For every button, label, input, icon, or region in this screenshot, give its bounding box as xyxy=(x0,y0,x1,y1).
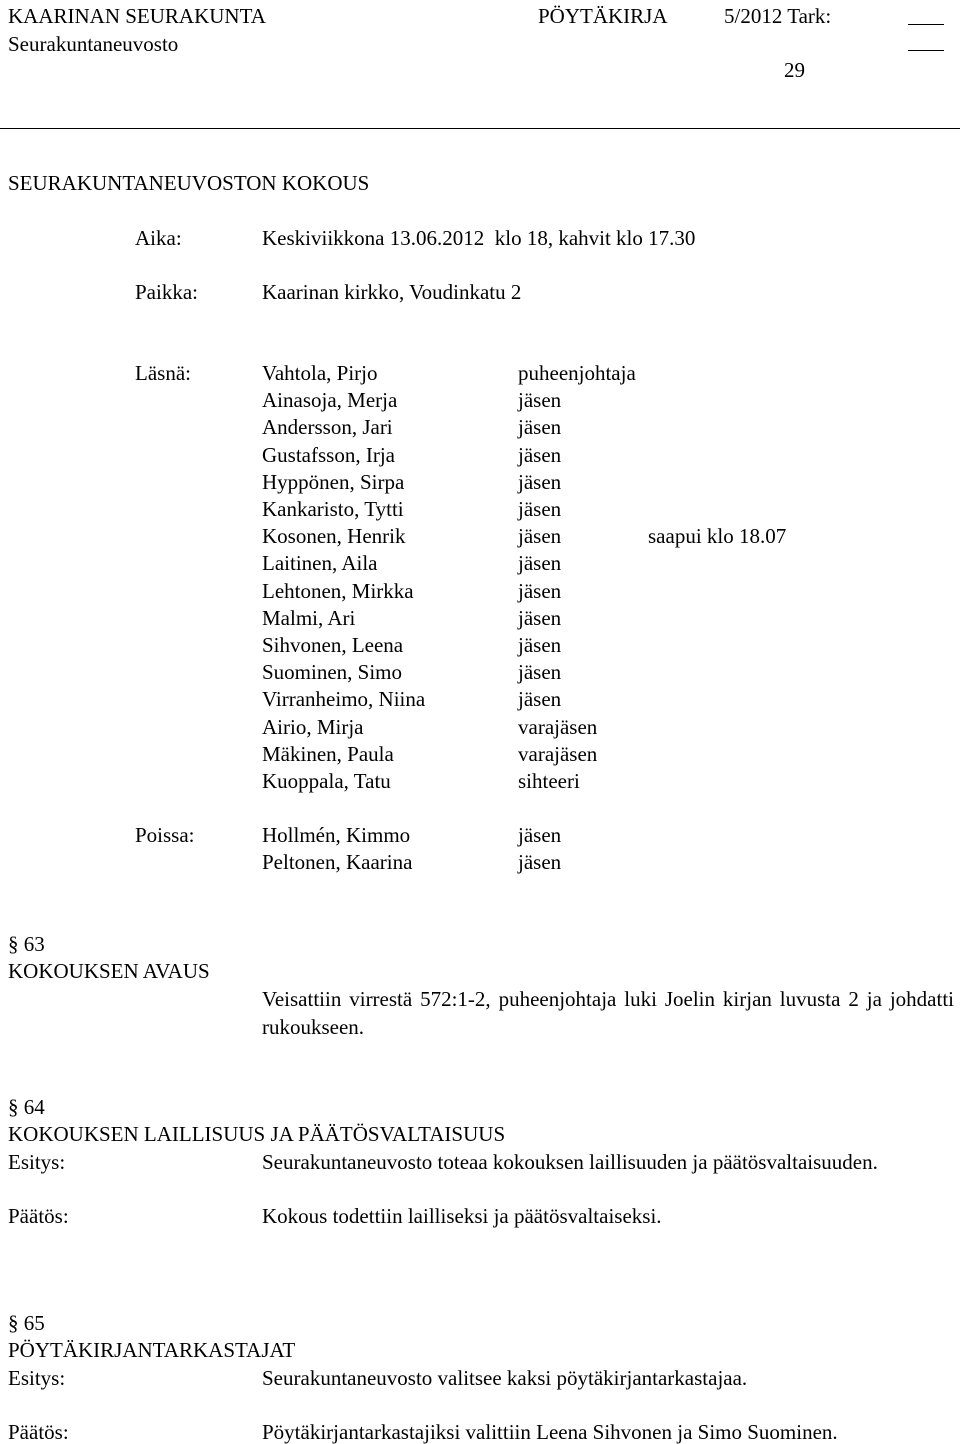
attendee-name: Mäkinen, Paula xyxy=(262,741,394,766)
attendee-role: jäsen xyxy=(518,687,562,712)
absent-label: Poissa: xyxy=(135,823,195,847)
attendee-name: Hyppönen, Sirpa xyxy=(262,469,405,494)
section-65-title: PÖYTÄKIRJANTARKASTAJAT xyxy=(8,1338,296,1362)
attendee-role: jäsen xyxy=(518,850,562,875)
section-64-decision: Kokous todettiin lailliseksi ja päätösvaltaiseksi. xyxy=(262,1204,662,1228)
attendee-role: puheenjohtaja xyxy=(518,361,636,385)
attendee-role: jäsen xyxy=(518,415,562,440)
attendee-name: Gustafsson, Irja xyxy=(262,442,395,467)
attendee-name: Malmi, Ari xyxy=(262,605,356,630)
attendee-name: Lehtonen, Mirkka xyxy=(262,578,414,603)
attendee-role: jäsen xyxy=(518,551,562,576)
attendee-name: Airio, Mirja xyxy=(262,714,364,739)
attendee-role: jäsen xyxy=(518,469,562,494)
section-63-number: § 63 xyxy=(8,932,45,956)
attendee-role: jäsen xyxy=(518,605,562,630)
place-value: Kaarinan kirkko, Voudinkatu 2 xyxy=(262,280,522,304)
attendee-name: Kosonen, Henrik xyxy=(262,524,406,549)
attendee-role: jäsen xyxy=(518,388,562,413)
attendee-name: Laitinen, Aila xyxy=(262,551,378,576)
document-type: PÖYTÄKIRJA xyxy=(538,4,668,28)
document-number: 5/2012 Tark: xyxy=(724,4,832,28)
attendee-role: jäsen xyxy=(518,497,562,521)
attendee-name: Virranheimo, Niina xyxy=(262,687,426,712)
time-value: Keskiviikkona 13.06.2012 klo 18, kahvit klo 17.30 xyxy=(262,226,696,250)
attendee-name: Andersson, Jari xyxy=(262,415,393,440)
section-65-number: § 65 xyxy=(8,1311,45,1335)
attendee-name: Vahtola, Pirjo xyxy=(262,361,378,385)
section-64-decision-label: Päätös: xyxy=(8,1204,69,1228)
parish-name: KAARINAN SEURAKUNTA xyxy=(8,4,266,28)
present-label: Läsnä: xyxy=(135,361,191,385)
section-65-proposal-label: Esitys: xyxy=(8,1366,66,1390)
attendee-name: Kuoppala, Tatu xyxy=(262,769,391,793)
page-number: 29 xyxy=(784,58,805,82)
council-name: Seurakuntaneuvosto xyxy=(8,32,179,56)
section-65-proposal: Seurakuntaneuvosto valitsee kaksi pöytäkirjantarkastajaa. xyxy=(262,1366,748,1390)
attendee-role: jäsen xyxy=(518,823,562,847)
section-65-decision-label: Päätös: xyxy=(8,1420,69,1444)
section-64-proposal-label: Esitys: xyxy=(8,1150,66,1174)
attendee-name: Sihvonen, Leena xyxy=(262,633,404,657)
section-63-text: Veisattiin virrestä 572:1-2, puheenjohtaja luki Joelin kirjan luvusta 2 ja johdatti rukoukseen. xyxy=(262,987,954,1039)
meeting-title: SEURAKUNTANEUVOSTON KOKOUS xyxy=(8,171,370,195)
section-65-decision: Pöytäkirjantarkastajiksi valittiin Leena Sihvonen ja Simo Suominen. xyxy=(262,1420,838,1444)
attendee-name: Hollmén, Kimmo xyxy=(262,823,411,847)
section-64-number: § 64 xyxy=(8,1095,45,1119)
attendee-note: saapui klo 18.07 xyxy=(648,524,787,549)
attendee-role: jäsen xyxy=(518,660,562,685)
attendee-role: varajäsen xyxy=(518,714,598,739)
attendee-role: jäsen xyxy=(518,578,562,603)
place-label: Paikka: xyxy=(135,280,198,304)
attendee-name: Ainasoja, Merja xyxy=(262,388,398,413)
section-64-title: KOKOUKSEN LAILLISUUS JA PÄÄTÖSVALTAISUUS xyxy=(8,1122,506,1146)
attendee-name: Peltonen, Kaarina xyxy=(262,850,413,875)
attendee-name: Suominen, Simo xyxy=(262,660,403,685)
attendee-name: Kankaristo, Tytti xyxy=(262,497,404,521)
time-label: Aika: xyxy=(135,226,182,250)
section-63-title: KOKOUKSEN AVAUS xyxy=(8,959,210,983)
section-64-proposal: Seurakuntaneuvosto toteaa kokouksen laillisuuden ja päätösvaltaisuuden. xyxy=(262,1150,878,1174)
attendee-role: jäsen xyxy=(518,524,562,549)
attendee-role: jäsen xyxy=(518,442,562,467)
header-divider xyxy=(0,128,960,129)
attendee-role: varajäsen xyxy=(518,741,598,766)
review-blank xyxy=(908,24,944,25)
attendee-role: jäsen xyxy=(518,633,562,657)
review-blank-2 xyxy=(908,50,944,51)
attendee-role: sihteeri xyxy=(518,769,580,793)
